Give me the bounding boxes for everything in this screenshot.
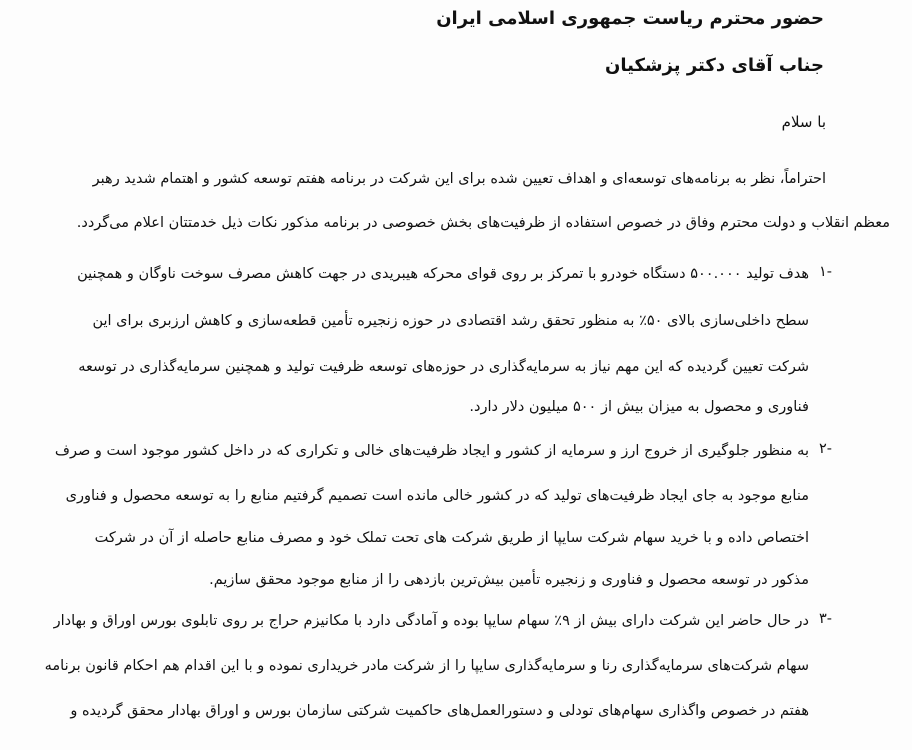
item-1-line-4: فناوری و محصول به میزان بیش از ۵۰۰ میلیون دلار دارد. <box>469 399 809 415</box>
page-bottom-edge <box>0 736 912 750</box>
item-2-number: -۲ <box>818 441 832 457</box>
item-3-line-2: سهام شرکت‌های سرمایه‌گذاری رنا و سرمایه‌گذاری سایپا را از شرکت مادر خریداری نموده و با این اقدام هم احکام قانون برنامه <box>44 658 809 674</box>
item-1-line-2: سطح داخلی‌سازی بالای ۵۰٪ به منظور تحقق رشد اقتصادی در حوزه زنجیره تأمین قطعه‌سازی و کاهش ارزبری برای این <box>92 313 809 329</box>
item-2-line-1: به منظور جلوگیری از خروج ارز و سرمایه از کشور و ایجاد ظرفیت‌های خالی و تکراری که در داخل کشور موجود است و صرف <box>54 443 809 459</box>
item-1-number: -۱ <box>818 264 832 280</box>
item-2-line-3: اختصاص داده و با خرید سهام شرکت سایپا از طریق شرکت های تحت تملک خود و مصرف منابع حاصله از آن در شرکت <box>94 530 809 546</box>
item-3-line-3: هفتم در خصوص واگذاری سهام‌های تودلی و دستورالعمل‌های حاکمیت شرکتی سازمان بورس و اوراق بهادار محقق گردیده و <box>70 703 809 719</box>
recipient-heading: حضور محترم ریاست جمهوری اسلامی ایران <box>436 8 824 29</box>
recipient-name-heading: جناب آقای دکتر پزشکیان <box>604 55 824 76</box>
intro-line-1: احتراماً، نظر به برنامه‌های توسعه‌ای و اهداف تعیین شده برای این شرکت در برنامه هفتم توسعه کشور و اهتمام شدید رهبر <box>92 171 826 187</box>
intro-line-2: معظم انقلاب و دولت محترم وفاق در خصوص استفاده از ظرفیت‌های بخش خصوصی در برنامه مذکور نکات ذیل خدمتتان اعلام می‌گردد. <box>76 215 890 231</box>
item-3-line-1: در حال حاضر این شرکت دارای بیش از ۹٪ سهام سایپا بوده و آمادگی دارد با مکانیزم حراج بر روی تابلوی بورس اوراق و بهادار <box>53 613 809 629</box>
item-1-line-1: هدف تولید ۵۰۰.۰۰۰ دستگاه خودرو با تمرکز بر روی قوای محرکه هیبریدی در جهت کاهش مصرف سوخت ناوگان و همچنین <box>77 266 809 282</box>
item-2-line-4: مذکور در توسعه محصول و فناوری و زنجیره تأمین بیش‌ترین بازدهی را از منابع موجود محقق سازیم. <box>209 572 809 588</box>
salutation: با سلام <box>781 113 826 131</box>
item-2-line-2: منابع موجود به جای ایجاد ظرفیت‌های تولید که در کشور خالی مانده است تصمیم گرفتیم منابع را به توسعه محصول و فناوری <box>65 488 809 504</box>
item-1-line-3: شرکت تعیین گردیده که این مهم نیاز به سرمایه‌گذاری در حوزه‌های توسعه ظرفیت تولید و همچنین سرمایه‌گذاری در توسعه <box>78 359 809 375</box>
item-3-number: -۳ <box>818 611 832 627</box>
